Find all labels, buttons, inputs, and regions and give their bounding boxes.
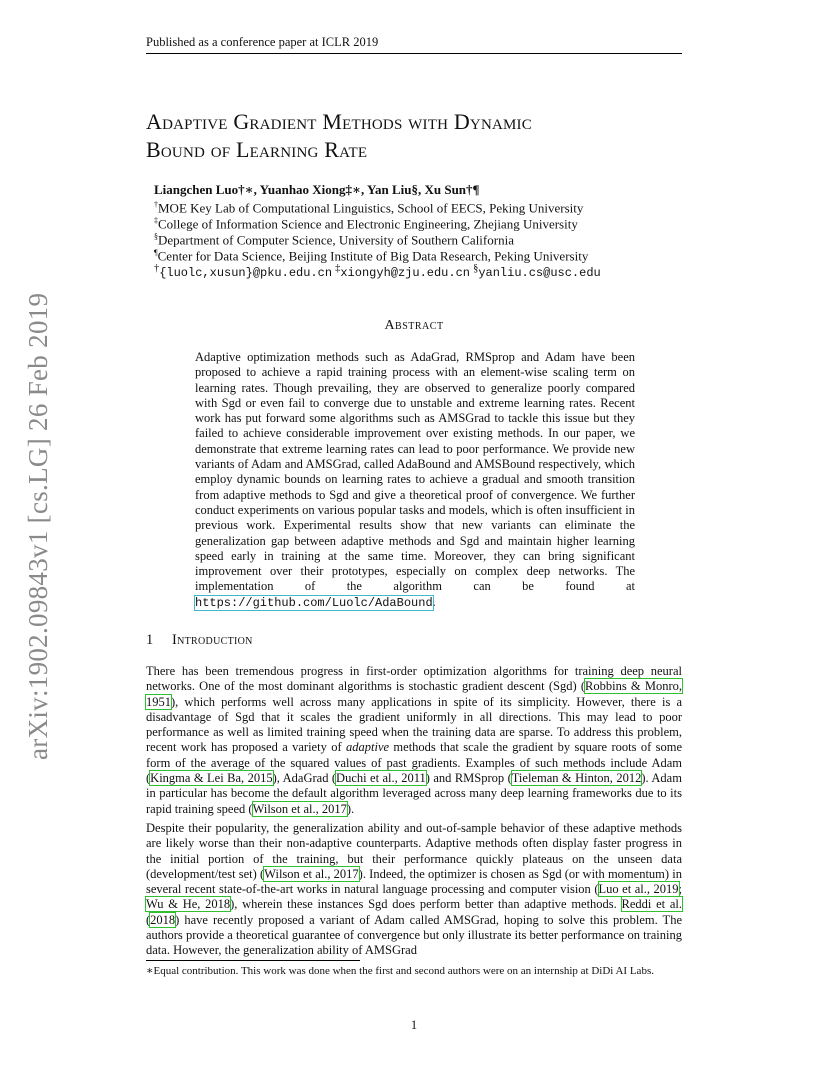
title-line-1: Adaptive Gradient Methods with Dynamic: [146, 109, 532, 134]
citation-link[interactable]: Wilson et al., 2017: [264, 866, 359, 881]
citation-link[interactable]: Reddi et al.: [621, 897, 682, 912]
affiliation-text: Department of Computer Science, University of Southern California: [158, 232, 514, 248]
footnote-rule: [146, 960, 360, 961]
affiliation-mark: ‡: [154, 216, 158, 225]
body-text: ;: [678, 882, 682, 897]
email-address[interactable]: xiongyh@zju.edu.cn: [340, 266, 470, 281]
title-line-2: Bound of Learning Rate: [146, 137, 368, 162]
body-text: ).: [346, 801, 355, 816]
affiliation-mark: ¶: [154, 248, 158, 257]
abstract-text: Adaptive optimization methods such as AdaGrad, RMSprop and Adam have been proposed to achieve a rapid training process with an element-wise scaling term on learning rates. Though prevailing, they are observed to generalize poorly compared with Sgd or even fail to converge due to unstable and extreme learning rates. Recent work has put forward some algorithms such as AMSGrad to tackle this issue but they failed to achieve considerable improvement over existing methods. In our paper, we demonstrate that extreme learning rates can lead to poor performance. We provide new variants of Adam and AMSGrad, called AdaBound and AMSBound respectively, which employ dynamic bounds on learning rates to achieve a gradual and smooth transition from adaptive methods to Sgd and give a theoretical proof of convergence. We further conduct experiments on various popular tasks and models, which is often insufficient in previous work. Experimental results show that new variants can eliminate the generalization gap between adaptive methods and Sgd and maintain higher learning speed early in training at the same time. Moreover, they can bring significant improvement over their prototypes, especially on complex deep networks. The implementation of the algorithm can be found at: [195, 350, 635, 594]
section-title: Introduction: [172, 632, 253, 648]
body-text: ). Adam in particular has become the default algorithm leveraged across many deep learning frameworks due to its rapid training speed (: [146, 771, 682, 816]
affiliation-4: [154, 248, 588, 264]
page-number: 1: [410, 1018, 418, 1032]
abstract-heading: Abstract: [384, 318, 444, 333]
abstract-end: .: [432, 594, 436, 609]
email-address[interactable]: {luolc,xusun}@pku.edu.cn: [159, 266, 333, 281]
body-text: methods that scale the gradient by square roots of some form of the average of the squared values of past gradients. Examples of such methods include Adam (: [146, 740, 683, 786]
intro-paragraph-1: [146, 664, 682, 817]
body-text: ) have recently proposed a variant of Adam called AMSGrad, hoping to solve this problem. The authors provide a theoretical guarantee of convergence but only illustrate its better performance on training data. However, the generalization ability of AMSGrad: [146, 912, 682, 958]
citation-link[interactable]: Wilson et al., 2017: [252, 801, 347, 816]
email-mark: †: [154, 263, 160, 274]
body-text: ), wherein these instances Sgd does perform better than adaptive methods.: [230, 897, 622, 912]
affiliation-3: [154, 232, 514, 248]
emphasis-text: adaptive: [346, 740, 390, 755]
affiliation-2: [154, 216, 578, 232]
citation-link[interactable]: Robbins & Monro, 1951: [146, 679, 682, 709]
body-text: ). Indeed, the optimizer is chosen as Sgd (or with momentum) in several recent state-of-the-art works in natural language processing and computer vision (: [146, 866, 682, 897]
email-mark: ‡: [335, 263, 341, 274]
citation-link[interactable]: Tieleman & Hinton, 2012: [511, 771, 642, 786]
citation-link[interactable]: Wu & He, 2018: [146, 897, 231, 912]
citation-link[interactable]: Kingma & Lei Ba, 2015: [150, 771, 273, 786]
intro-paragraph-2: [146, 821, 682, 959]
body-text: ), which performs well across many applications in spite of its simplicity. However, there is a disadvantage of Sgd that it scales the gradient uniformly in all directions. This may lead to poor performance as well as limited training speed when the training data are sparse. To address this problem, recent work has proposed a variety of: [146, 694, 682, 755]
affiliation-1: [154, 200, 583, 216]
code-repo-link[interactable]: https://github.com/Luolc/AdaBound: [195, 595, 433, 610]
author-emails: [154, 263, 601, 280]
body-text: (: [146, 912, 151, 927]
header-rule: [146, 53, 682, 54]
affiliation-text: MOE Key Lab of Computational Linguistics, School of EECS, Peking University: [158, 200, 584, 216]
citation-link[interactable]: Duchi et al., 2011: [336, 771, 426, 786]
running-header: Published as a conference paper at ICLR 2019: [146, 35, 379, 49]
body-text: Despite their popularity, the generalization ability and out-of-sample behavior of these adaptive methods are likely worse than their non-adaptive counterparts. Adaptive methods often display faster progress in the initial portion of the training, but their performance quickly plateaus on the unseen data (development/test set) (: [146, 821, 682, 881]
body-text: There has been tremendous progress in first-order optimization algorithms for training deep neural networks. One of the most dominant algorithms is stochastic gradient descent (Sgd) (: [146, 664, 682, 694]
section-number: 1: [146, 632, 154, 648]
paper-title: [146, 108, 686, 164]
body-text: ) and RMSprop (: [425, 771, 512, 786]
affiliation-mark: §: [154, 232, 158, 241]
section-heading: [146, 632, 253, 649]
citation-link[interactable]: Luo et al., 2019: [598, 882, 679, 897]
footnote: ∗Equal contribution. This work was done when the first and second authors were on an internship at DiDi AI Labs.: [146, 965, 654, 977]
arxiv-side-stamp: arXiv:1902.09843v1 [cs.LG] 26 Feb 2019: [23, 292, 53, 760]
body-text: ), AdaGrad (: [272, 771, 337, 786]
abstract-body: [195, 350, 635, 611]
affiliation-text: Center for Data Science, Beijing Institute of Big Data Research, Peking University: [157, 248, 589, 264]
affiliation-mark: †: [154, 200, 158, 209]
author-list: Liangchen Luo†∗, Yuanhao Xiong‡∗, Yan Liu§, Xu Sun†¶: [154, 182, 480, 197]
citation-link[interactable]: 2018: [150, 912, 176, 927]
affiliation-text: College of Information Science and Electronic Engineering, Zhejiang University: [158, 216, 578, 232]
email-address[interactable]: yanliu.cs@usc.edu: [478, 266, 601, 281]
email-mark: §: [473, 263, 479, 274]
